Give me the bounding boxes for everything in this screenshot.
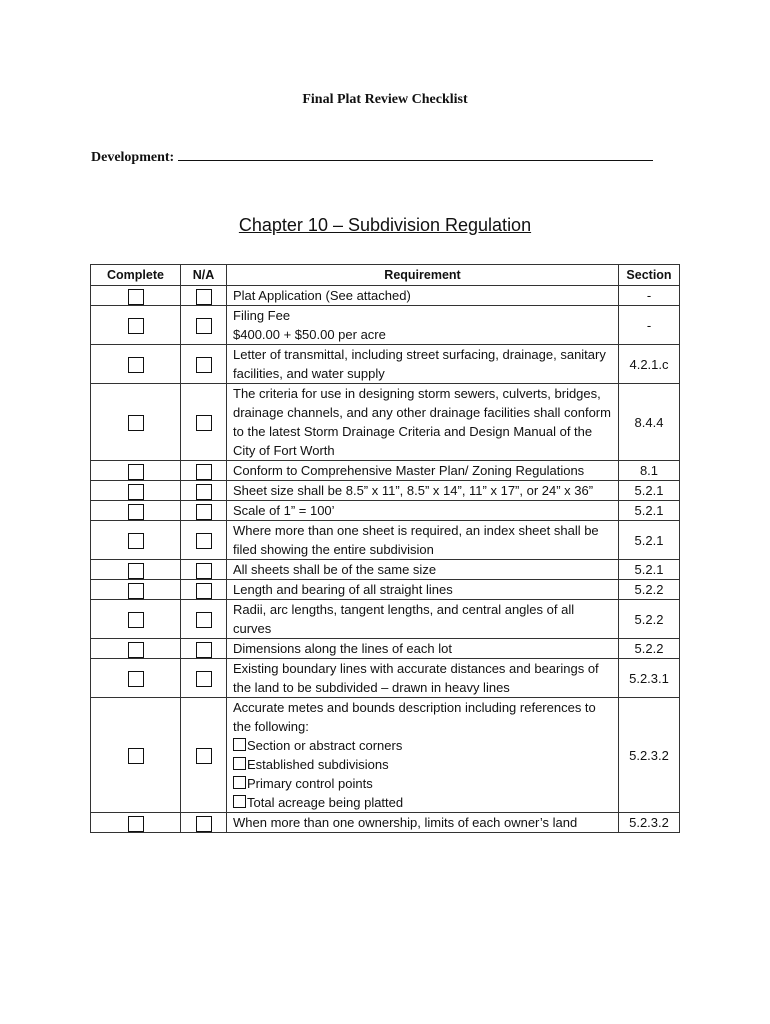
- table-row: [91, 501, 680, 521]
- complete-checkbox[interactable]: [128, 642, 144, 658]
- complete-checkbox[interactable]: [128, 504, 144, 520]
- na-cell: [181, 286, 227, 306]
- complete-checkbox[interactable]: [128, 484, 144, 500]
- na-checkbox[interactable]: [196, 671, 212, 687]
- requirement-text: When more than one ownership, limits of each owner’s land: [233, 815, 578, 830]
- requirement-text: Radii, arc lengths, tangent lengths, and central angles of all curves: [233, 602, 575, 636]
- na-checkbox[interactable]: [196, 357, 212, 373]
- requirement-text: Plat Application (See attached): [233, 288, 411, 303]
- section-cell: 5.2.1: [619, 481, 680, 501]
- requirement-text: Conform to Comprehensive Master Plan/ Zoning Regulations: [233, 463, 585, 478]
- complete-cell: [91, 521, 181, 560]
- requirement-cell: [227, 580, 619, 600]
- section-cell: 5.2.1: [619, 501, 680, 521]
- requirement-cell: [227, 481, 619, 501]
- section-cell: 5.2.3.1: [619, 659, 680, 698]
- table-row: [91, 698, 680, 813]
- complete-cell: [91, 600, 181, 639]
- section-cell: 5.2.2: [619, 600, 680, 639]
- section-cell: -: [619, 306, 680, 345]
- complete-checkbox[interactable]: [128, 357, 144, 373]
- sub-item-label: Section or abstract corners: [247, 738, 403, 753]
- requirement-text: Existing boundary lines with accurate distances and bearings of the land to be subdivided – drawn in heavy lines: [233, 661, 599, 695]
- complete-cell: [91, 306, 181, 345]
- na-checkbox[interactable]: [196, 318, 212, 334]
- requirement-cell: [227, 813, 619, 833]
- requirement-cell: [227, 521, 619, 560]
- development-label: Development:: [91, 150, 175, 165]
- complete-checkbox[interactable]: [128, 816, 144, 832]
- na-cell: [181, 481, 227, 501]
- section-cell: 5.2.2: [619, 580, 680, 600]
- na-cell: [181, 698, 227, 813]
- requirement-cell: [227, 600, 619, 639]
- sub-item: [233, 755, 612, 774]
- na-checkbox[interactable]: [196, 612, 212, 628]
- requirement-cell: [227, 698, 619, 813]
- section-cell: 5.2.3.2: [619, 698, 680, 813]
- table-row: [91, 521, 680, 560]
- requirement-cell: [227, 286, 619, 306]
- na-checkbox[interactable]: [196, 642, 212, 658]
- requirement-text: Where more than one sheet is required, an index sheet shall be filed showing the entire subdivision: [233, 523, 599, 557]
- complete-cell: [91, 481, 181, 501]
- na-checkbox[interactable]: [196, 504, 212, 520]
- complete-checkbox[interactable]: [128, 415, 144, 431]
- requirement-cell: [227, 560, 619, 580]
- table-row: [91, 384, 680, 461]
- na-cell: [181, 560, 227, 580]
- sub-item-checkbox[interactable]: [233, 738, 246, 751]
- table-row: [91, 461, 680, 481]
- sub-item-label: Total acreage being platted: [247, 795, 404, 810]
- table-row: [91, 580, 680, 600]
- section-cell: 8.4.4: [619, 384, 680, 461]
- section-cell: 5.2.1: [619, 521, 680, 560]
- requirement-text: Sheet size shall be 8.5” x 11”, 8.5” x 14”, 11” x 17”, or 24” x 36”: [233, 483, 594, 498]
- table-row: [91, 286, 680, 306]
- complete-cell: [91, 501, 181, 521]
- section-cell: 5.2.2: [619, 639, 680, 659]
- complete-checkbox[interactable]: [128, 464, 144, 480]
- table-row: [91, 306, 680, 345]
- complete-checkbox[interactable]: [128, 612, 144, 628]
- chapter-heading: Chapter 10 – Subdivision Regulation: [238, 215, 532, 235]
- header-section: Section: [619, 265, 680, 286]
- complete-checkbox[interactable]: [128, 748, 144, 764]
- sub-item-checkbox[interactable]: [233, 776, 246, 789]
- complete-cell: [91, 813, 181, 833]
- na-cell: [181, 306, 227, 345]
- na-checkbox[interactable]: [196, 464, 212, 480]
- table-row: [91, 639, 680, 659]
- na-cell: [181, 501, 227, 521]
- requirement-text: Length and bearing of all straight lines: [233, 582, 453, 597]
- complete-checkbox[interactable]: [128, 671, 144, 687]
- header-requirement: Requirement: [227, 265, 619, 286]
- na-cell: [181, 580, 227, 600]
- table-row: [91, 600, 680, 639]
- na-cell: [181, 813, 227, 833]
- sub-item-checkbox[interactable]: [233, 757, 246, 770]
- na-checkbox[interactable]: [196, 415, 212, 431]
- complete-cell: [91, 461, 181, 481]
- sub-item-checkbox[interactable]: [233, 795, 246, 808]
- complete-cell: [91, 345, 181, 384]
- complete-cell: [91, 639, 181, 659]
- na-checkbox[interactable]: [196, 289, 212, 305]
- na-cell: [181, 659, 227, 698]
- section-cell: 5.2.3.2: [619, 813, 680, 833]
- na-checkbox[interactable]: [196, 748, 212, 764]
- complete-checkbox[interactable]: [128, 563, 144, 579]
- section-cell: 4.2.1.c: [619, 345, 680, 384]
- requirement-text: All sheets shall be of the same size: [233, 562, 437, 577]
- complete-checkbox[interactable]: [128, 583, 144, 599]
- na-cell: [181, 461, 227, 481]
- na-checkbox[interactable]: [196, 583, 212, 599]
- development-blank-line[interactable]: [178, 146, 653, 161]
- na-checkbox[interactable]: [196, 484, 212, 500]
- sub-item-label: Established subdivisions: [247, 757, 389, 772]
- requirement-cell: [227, 659, 619, 698]
- section-cell: -: [619, 286, 680, 306]
- na-cell: [181, 521, 227, 560]
- requirement-cell: [227, 306, 619, 345]
- requirement-cell: [227, 345, 619, 384]
- sub-item: [233, 736, 612, 755]
- requirement-cell: [227, 501, 619, 521]
- section-cell: 8.1: [619, 461, 680, 481]
- sub-item: [233, 793, 612, 812]
- requirement-text: Letter of transmittal, including street surfacing, drainage, sanitary facilities, and water supply: [233, 347, 606, 381]
- na-checkbox[interactable]: [196, 563, 212, 579]
- sub-item: [233, 774, 612, 793]
- requirement-text: Filing Fee: [233, 308, 291, 323]
- requirement-cell: [227, 639, 619, 659]
- na-checkbox[interactable]: [196, 533, 212, 549]
- table-row: [91, 481, 680, 501]
- table-row: [91, 659, 680, 698]
- requirement-text: $400.00 + $50.00 per acre: [233, 327, 386, 342]
- na-cell: [181, 384, 227, 461]
- requirement-cell: [227, 384, 619, 461]
- na-cell: [181, 345, 227, 384]
- complete-checkbox[interactable]: [128, 533, 144, 549]
- requirement-text: Accurate metes and bounds description including references to the following:: [233, 700, 596, 734]
- document-title: Final Plat Review Checklist: [302, 92, 468, 107]
- requirement-cell: [227, 461, 619, 481]
- complete-checkbox[interactable]: [128, 318, 144, 334]
- complete-cell: [91, 659, 181, 698]
- requirement-text: The criteria for use in designing storm sewers, culverts, bridges, drainage channels, and any other drainage facilities shall conform to the latest Storm Drainage Criteria and Design Manual of the City of Fort Worth: [233, 386, 611, 458]
- table-row: [91, 813, 680, 833]
- complete-cell: [91, 560, 181, 580]
- complete-cell: [91, 286, 181, 306]
- section-cell: 5.2.1: [619, 560, 680, 580]
- table-row: [91, 345, 680, 384]
- complete-cell: [91, 698, 181, 813]
- complete-checkbox[interactable]: [128, 289, 144, 305]
- header-complete: Complete: [91, 265, 181, 286]
- requirement-text: Scale of 1” = 100’: [233, 503, 335, 518]
- na-checkbox[interactable]: [196, 816, 212, 832]
- na-cell: [181, 639, 227, 659]
- development-field: [91, 146, 653, 166]
- na-cell: [181, 600, 227, 639]
- sub-item-label: Primary control points: [247, 776, 373, 791]
- table-row: [91, 560, 680, 580]
- complete-cell: [91, 384, 181, 461]
- header-na: N/A: [181, 265, 227, 286]
- table-header-row: [91, 265, 680, 286]
- complete-cell: [91, 580, 181, 600]
- checklist-table: [90, 264, 680, 833]
- requirement-text: Dimensions along the lines of each lot: [233, 641, 452, 656]
